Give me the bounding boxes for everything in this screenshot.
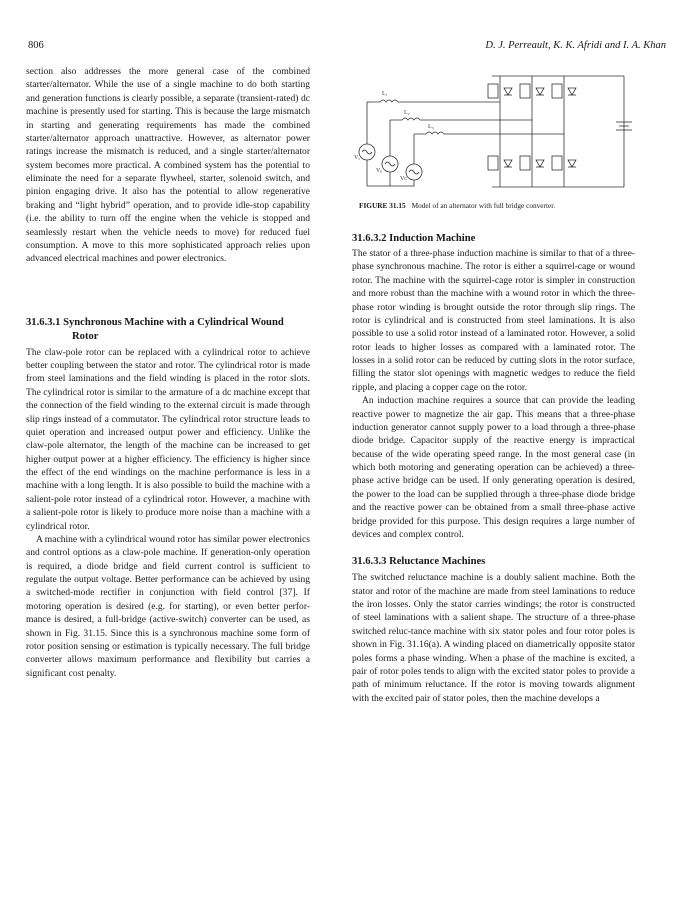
- diode-upper-c: [568, 88, 576, 95]
- right-paragraph-2: An induction machine requires a source that can provide the leading reactive power to magnetize the air gap. This means that a three-phase induction generator cannot supply power to a load through a three-phase diode bridge. Capacitor supply of the reactive energy is impractical because of the wide operating speed range. In the most general case (in which both motoring and generating operation can be achieved) a three-phase active bridge can be used. If only generating operation is desired, the power to the load can be supplied through a three-phase diode bridge and the reactive power can be obtained from a small three-phase active bridge provided for this purpose. This design requires a large number of devices and complex control.: [352, 395, 635, 540]
- switch-lower-b: [520, 156, 530, 170]
- figure-caption: [359, 201, 555, 210]
- switch-upper-a: [488, 84, 498, 98]
- switch-lower-c: [552, 156, 562, 170]
- bridge-leg-a: [488, 76, 512, 187]
- circuit-diagram: [352, 62, 636, 200]
- bridge-leg-b: [520, 76, 544, 187]
- left-paragraph-2: The claw-pole rotor can be replaced with a cylindrical rotor to achieve better coupling between the stator and rotor. The cylindrical rotor is made from steel laminations and the field winding is placed in the rotor slots. The cylindrical rotor is similar to the armature of a dc machine except that the connection of the field winding to the external circuit is made through slip rings instead of a commutator. The cylindrical rotor structure leads to quiet operation and increased output power and efficiency. Unlike the claw-pole alternator, the length of the machine can be increased to get higher output power at a higher efficiency. The efficiency is higher since the effect of the end windings on the machine performance is less in a machine with a long length. It is also possible to build the machine with a salient-pole rotor instead of a cylindrical rotor. However, a machine with a salient-pole rotor is likely to produce more noise than a machine with a cylindrical rotor.: [26, 346, 310, 532]
- left-paragraph-3: A machine with a cylindrical wound rotor has similar power electronics and control options as a claw-pole machine. If generation-only operation is required, a diode bridge and field current control is sufficient to regulate the output voltage. Better performance can be achieved by using a switched-mode rectifier in conjunction with field control [37]. If motoring operation is desired (e.g. for starting), or even better perfor-mance is desired, a full-bridge (active-switch) converter can be used, as shown in Fig. 31.15. Since this is a synchronous machine some form of rotor position sensing or estimation is typically necessary. The full bridge converter allows maximum performance and flexibility but carries a significant cost penalty.: [26, 533, 310, 679]
- figure-31-15: [352, 62, 636, 217]
- figure-caption-text: Model of an alternator with full bridge converter.: [411, 201, 556, 210]
- figure-label: FIGURE 31.15: [359, 201, 406, 210]
- section-heading-31-6-3-3: 31.6.3.3 Reluctance Machines: [352, 556, 486, 568]
- diode-lower-b: [536, 160, 544, 167]
- running-head: D. J. Perreault, K. K. Afridi and I. A. Khan: [485, 40, 666, 51]
- phase-line-a: [372, 100, 500, 102]
- source-label-a: Vₐ: [354, 155, 360, 161]
- section-heading-31-6-3-2: 31.6.3.2 Induction Machine: [352, 233, 476, 244]
- diode-upper-a: [504, 88, 512, 95]
- left-paragraph-1: section also addresses the more general case of the combined starter/alternator. While the use of a single machine to do both starting and generation functions is clearly possible, a separate (transient-rated) dc machine is presently used for starting. This is because the large mismatch in starting and generating requirements has made the combined starter/alternator approach unattractive. However, as alternator power ratings increase the mismatch is reduced, and a single starter/alternator system becomes more practical. A combined system has the potential to eliminate the need for a separate flywheel, starter, solenoid switch, and pinion engaging drive. It also has the potential to allow regenerative braking and “light hybrid” operation, and to provide idle-stop capability (i.e. the ability to turn off the engine when the vehicle is stopped and seamlessly restart when the vehicle needs to move) for reduced fuel consumption. A move to this more sophisticated approach relies upon advanced electrical machines and power electronics.: [26, 66, 310, 265]
- page-number: 806: [28, 40, 44, 51]
- right-paragraph-1: The stator of a three-phase induction machine is similar to that of a three-phase synchronous machine. The rotor is either a squirrel-cage or wound rotor. The machine with the squirrel-cage rotor is simpler in construction and more robust than the machine with a wound rotor in which the three-phase rotor winding is brought outside the rotor through slip rings. The rotor is cylindrical and is constructed from steel laminations. It is also possible to use a solid rotor instead of a laminated rotor. However, a solid rotor leads to higher losses as compared with a laminated rotor. The losses in a solid rotor can be reduced by cutting slots in the rotor surface, filling the stator slot openings with magnetic wedges to reduce the field ripple, and placing a copper cage on the rotor.: [352, 248, 635, 393]
- inductor-label-2: L₂: [404, 110, 410, 116]
- inductor-label-1: L₁: [382, 91, 388, 97]
- phase-line-b: [392, 118, 532, 120]
- right-column: [352, 232, 635, 705]
- switch-upper-c: [552, 84, 562, 98]
- diode-lower-c: [568, 160, 576, 167]
- source-label-b: Vᵦ: [376, 168, 383, 174]
- right-paragraph-3: The switched reluctance machine is a doubly salient machine. Both the stator and rotor of the machine are made from steel laminations to reduce the iron losses. Only the stator carries windings; the rotor is constructed of steel laminations with a salient shape. The structure of a three-phase switched reluc-tance machine with six stator poles and four rotor poles is shown in Fig. 31.16(a). A winding placed on diametrically opposite stator poles forms a phase winding. When a phase of the machine is excited, a pair of rotor poles tends to align with the excited stator poles to provide a path of minimum reluctance. If the rotor is moving towards alignment with the excited pair of stator poles, then the machine develops a: [352, 572, 635, 704]
- inductor-label-3: L₃: [428, 124, 434, 130]
- section-heading-31-6-3-1: 31.6.3.1 Synchronous Machine with a Cylindrical Wound Rotor: [26, 316, 284, 342]
- left-column: [26, 65, 310, 680]
- phase-line-c: [414, 132, 564, 134]
- bridge-leg-c: [552, 76, 576, 187]
- diode-upper-b: [536, 88, 544, 95]
- switch-upper-b: [520, 84, 530, 98]
- source-label-c: Vᴄ: [400, 176, 408, 182]
- neutral-line: [367, 160, 414, 186]
- switch-lower-a: [488, 156, 498, 170]
- diode-lower-a: [504, 160, 512, 167]
